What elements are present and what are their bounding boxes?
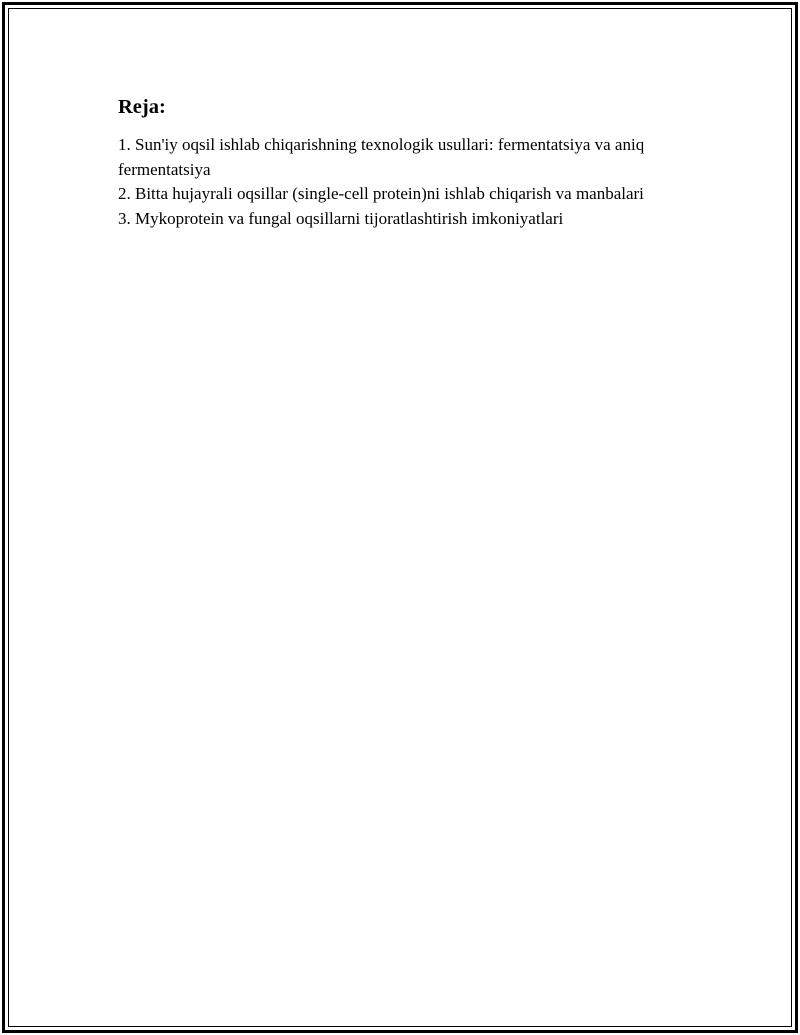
plan-heading: Reja:	[118, 96, 166, 118]
document-body	[118, 93, 678, 231]
plan-item-2: 2. Bitta hujayrali oqsillar (single-cell protein)ni ishlab chiqarish va manbalari	[118, 184, 644, 203]
plan-item-1: 1. Sun'iy oqsil ishlab chiqarishning texnologik usullari: fermentatsiya va aniq fermentatsiya	[118, 135, 645, 179]
plan-list	[118, 133, 678, 231]
plan-item-3: 3. Mykoprotein va fungal oqsillarni tijoratlashtirish imkoniyatlari	[118, 208, 564, 228]
